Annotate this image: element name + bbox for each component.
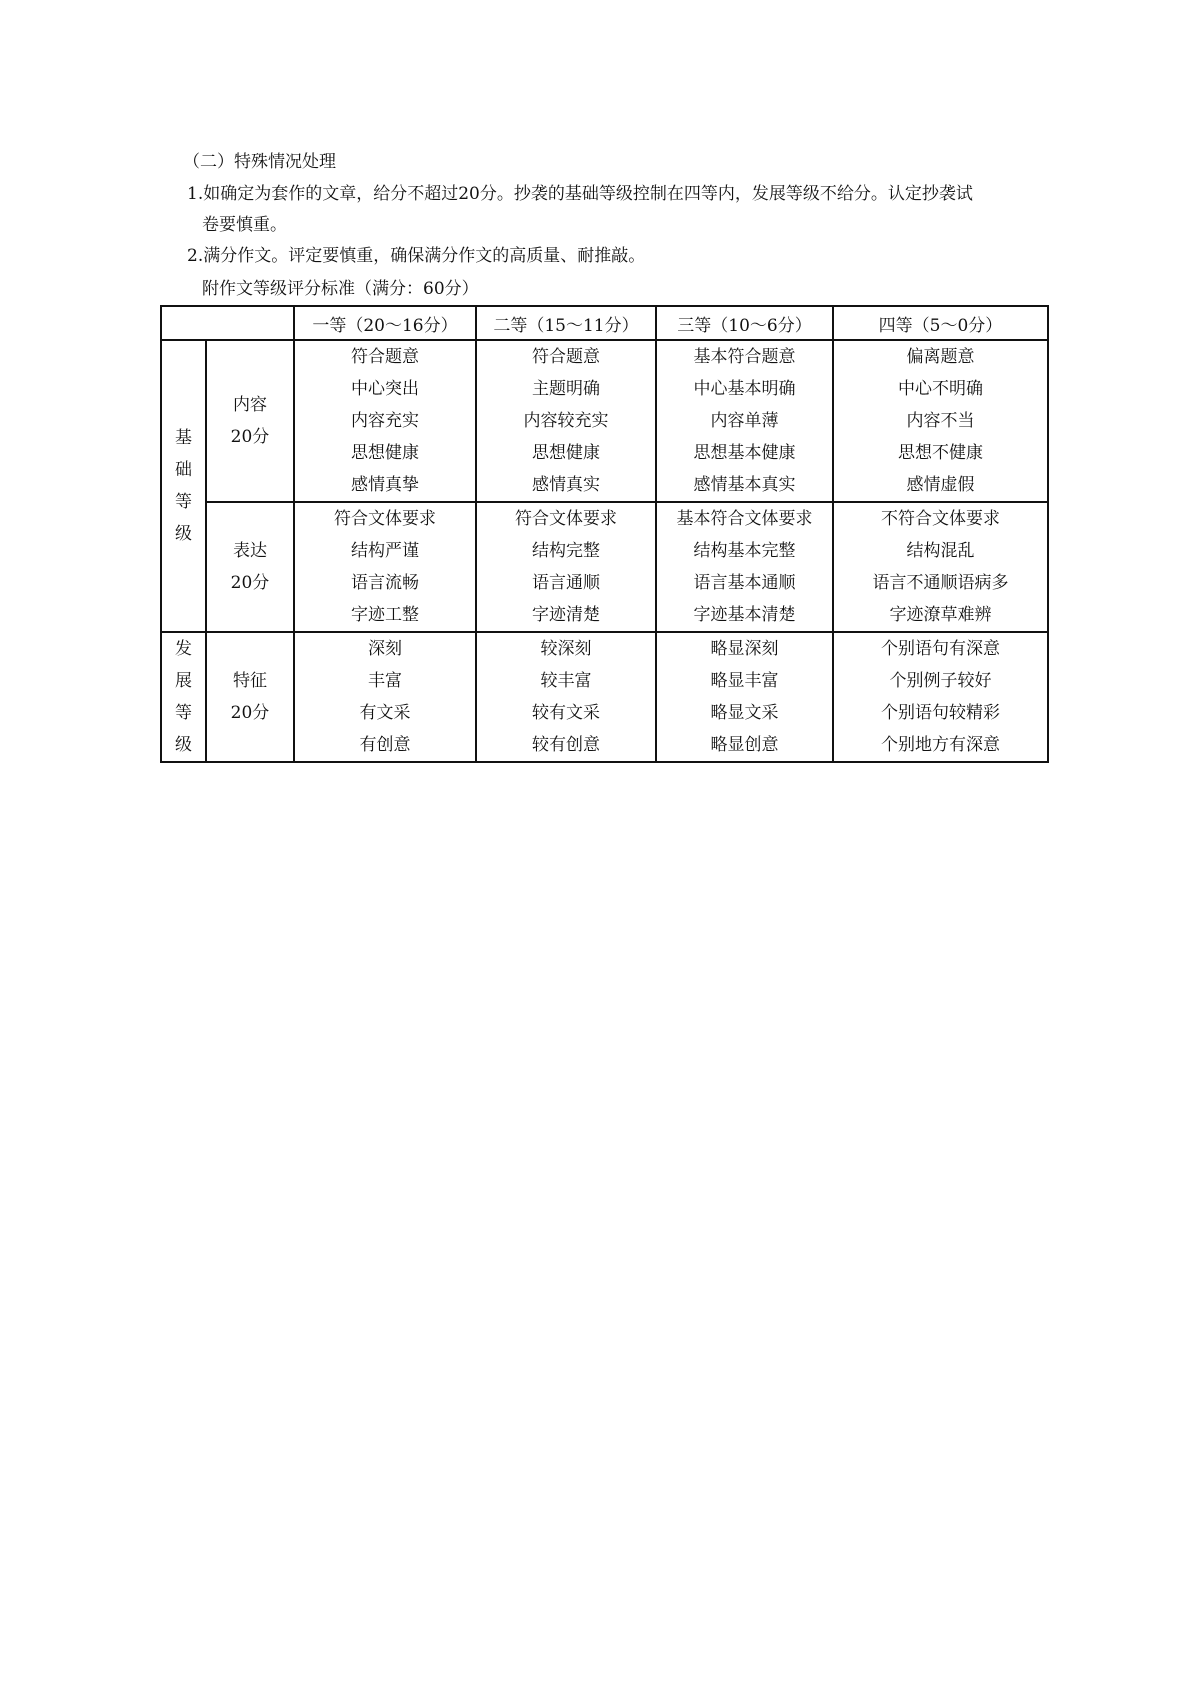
sub-expression-label: 表达 20分 [206,502,294,632]
expression-grade-3-cell: 基本符合文体要求 结构基本完整 语言基本通顺 字迹基本清楚 [656,502,833,632]
sub-feature-label: 特征 20分 [206,632,294,762]
rule-item-1: 1.如确定为套作的文章，给分不超过20分。抄袭的基础等级控制在四等内，发展等级不给分。认定抄袭试 [187,184,973,204]
header-grade-2: 二等（15～11分） [476,306,656,340]
content-grade-4-cell: 偏离题意 中心不明确 内容不当 思想不健康 感情虚假 [833,340,1048,502]
table-row [161,632,1048,762]
content-grade-2-cell: 符合题意 主题明确 内容较充实 思想健康 感情真实 [476,340,656,502]
grading-table [160,305,1049,763]
section-title: （二）特殊情况处理 [183,152,336,172]
group-basic-label: 基 础 等 级 [161,340,206,632]
feature-grade-4-cell: 个别语句有深意 个别例子较好 个别语句较精彩 个别地方有深意 [833,632,1048,762]
table-header-row [161,306,1048,340]
expression-grade-1-cell: 符合文体要求 结构严谨 语言流畅 字迹工整 [294,502,476,632]
expression-grade-4-cell: 不符合文体要求 结构混乱 语言不通顺语病多 字迹潦草难辨 [833,502,1048,632]
content-grade-3-cell: 基本符合题意 中心基本明确 内容单薄 思想基本健康 感情基本真实 [656,340,833,502]
header-corner [161,306,294,340]
header-grade-4: 四等（5～0分） [833,306,1048,340]
content-grade-1-cell: 符合题意 中心突出 内容充实 思想健康 感情真挚 [294,340,476,502]
feature-grade-2-cell: 较深刻 较丰富 较有文采 较有创意 [476,632,656,762]
header-grade-1: 一等（20～16分） [294,306,476,340]
group-development-label: 发 展 等 级 [161,632,206,762]
expression-grade-2-cell: 符合文体要求 结构完整 语言通顺 字迹清楚 [476,502,656,632]
feature-grade-3-cell: 略显深刻 略显丰富 略显文采 略显创意 [656,632,833,762]
rule-item-1-continued: 卷要慎重。 [202,215,287,235]
table-caption: 附作文等级评分标准（满分：60分） [202,279,479,299]
table-row [161,340,1048,502]
feature-grade-1-cell: 深刻 丰富 有文采 有创意 [294,632,476,762]
rule-item-2: 2.满分作文。评定要慎重，确保满分作文的高质量、耐推敲。 [187,246,646,266]
header-grade-3: 三等（10～6分） [656,306,833,340]
sub-content-label: 内容 20分 [206,340,294,502]
table-row [161,502,1048,632]
